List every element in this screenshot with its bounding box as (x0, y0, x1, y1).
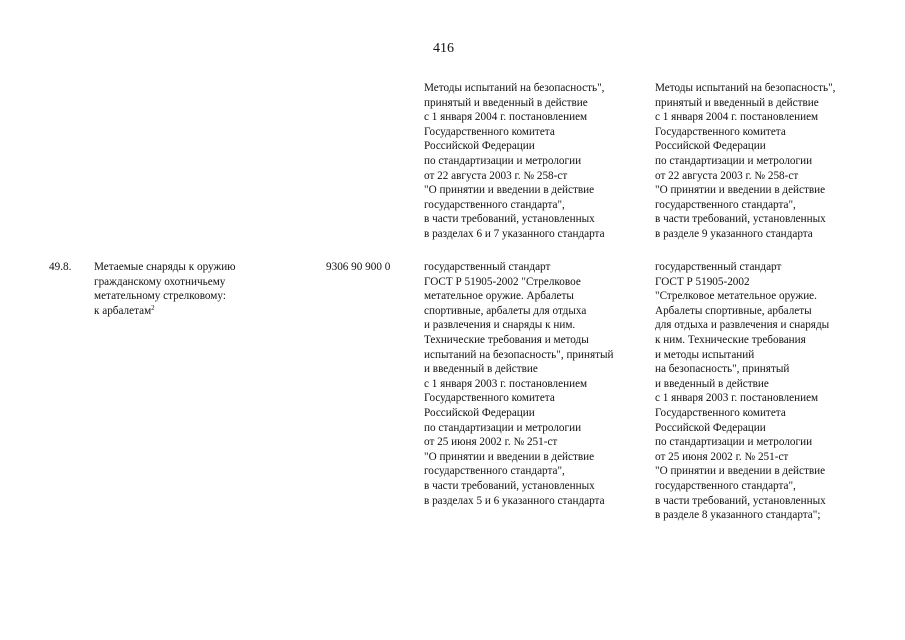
page-number: 416 (433, 41, 454, 56)
row-tn-ved-code: 9306 90 900 0 (326, 261, 391, 273)
continuation-standard-text-col3: Методы испытаний на безопасность", принятый и введенный в действие с 1 января 2004 г. постановлением Государственного комитета Российской Федерации по стандартизации и метрологии от 22 августа 2003 г. № 258-ст "О принятии и введении в действие государственного стандарта", в части требований, установленных в разделах 6 и 7 указанного стандарта (424, 82, 605, 240)
row-product-name-text: Метаемые снаряды к оружию гражданскому охотничьему метательному стрелковому: к арбалетам (94, 261, 236, 317)
row-number: 49.8. (49, 261, 72, 273)
row-product-name (94, 260, 236, 318)
row-standard-text-col3: государственный стандарт ГОСТ Р 51905-2002 "Стрелковое метательное оружие. Арбалеты спортивные, арбалеты для отдыха и развлечения и снаряды к ним. Технические требования и методы испытаний на безопасность", принятый и введенный в действие с 1 января 2003 г. постановлением Государственного комитета Российской Федерации по стандартизации и метрологии от 25 июня 2002 г. № 251-ст "О принятии и введении в действие государственного стандарта", в части требований, установленных в разделах 5 и 6 указанного стандарта (424, 261, 614, 507)
row-standard-text-col4: государственный стандарт ГОСТ Р 51905-2002 "Стрелковое метательное оружие. Арбалеты спортивные, арбалеты для отдыха и развлечения и снаряды к ним. Технические требования и методы испытаний на безопасность", принятый и введенный в действие с 1 января 2003 г. постановлением Государственного комитета Российской Федерации по стандартизации и метрологии от 25 июня 2002 г. № 251-ст "О принятии и введении в действие государственного стандарта", в части требований, установленных в разделе 8 указанного стандарта"; (655, 261, 830, 522)
continuation-standard-text-col4: Методы испытаний на безопасность", принятый и введенный в действие с 1 января 2004 г. постановлением Государственного комитета Российской Федерации по стандартизации и метрологии от 22 августа 2003 г. № 258-ст "О принятии и введении в действие государственного стандарта", в части требований, установленных в разделе 9 указанного стандарта (655, 82, 836, 240)
footnote-marker: 2 (151, 303, 155, 312)
